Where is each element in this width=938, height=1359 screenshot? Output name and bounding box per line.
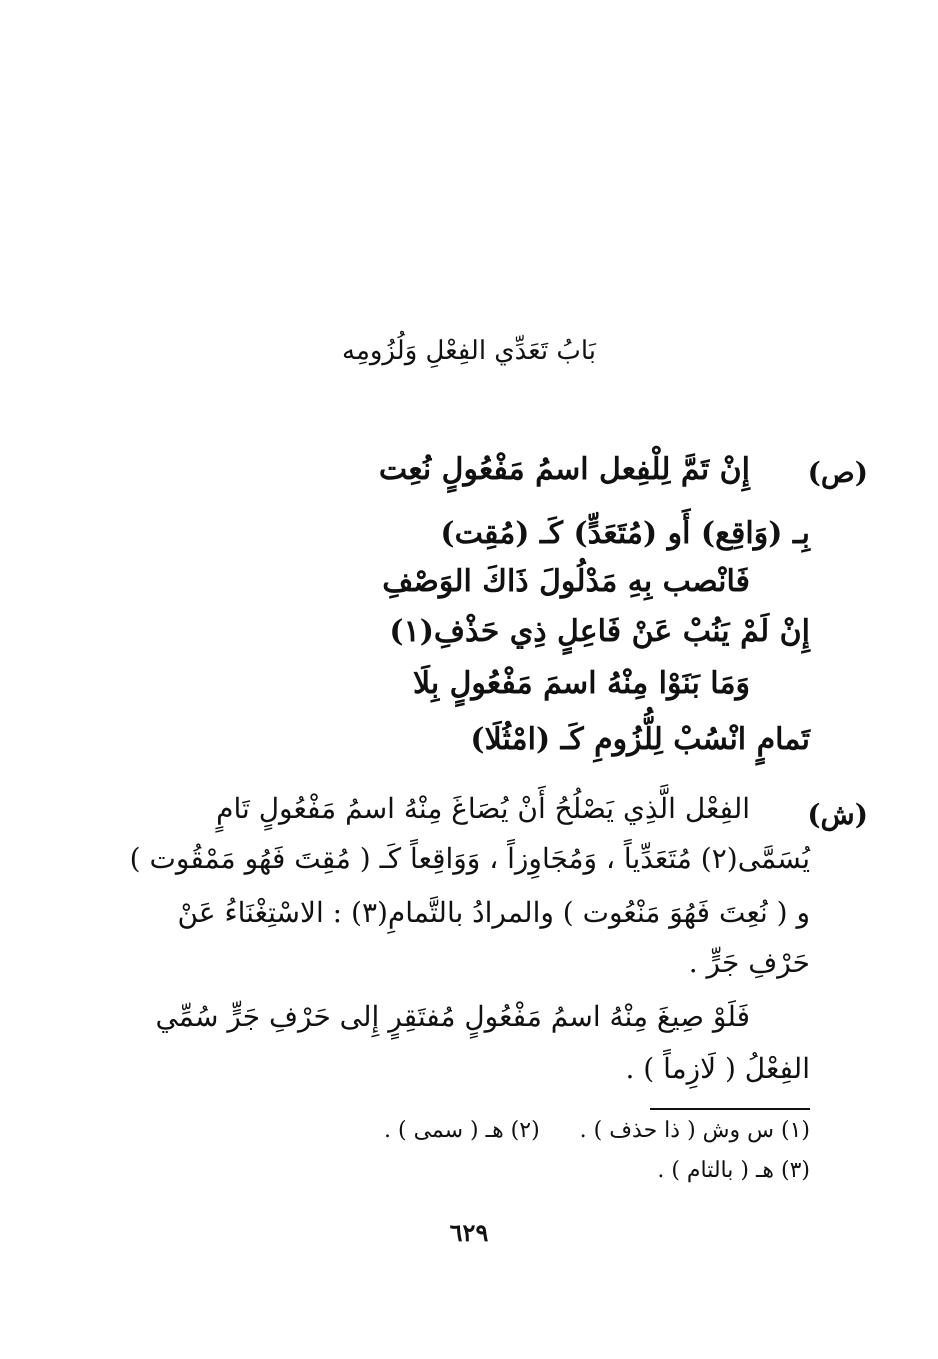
commentary-line-1: الفِعْل الَّذِي يَصْلُحُ أَنْ يُصَاغَ مِنْهُ اسمُ مَفْعُولٍ تَامٍ xyxy=(216,792,750,825)
text-marker: (ص) xyxy=(807,456,868,489)
commentary-line-4: حَرْفِ جَرٍّ . xyxy=(688,946,810,979)
chapter-title-text: بَابُ تَعَدِّي الفِعْلِ وَلُزُومِه xyxy=(342,336,596,366)
verse-line-3: فَانْصب بِهِ مَدْلُولَ ذَاكَ الوَصْفِ xyxy=(382,564,750,599)
footnote-1: (١) س وش ( ذا حذف ) . xyxy=(579,1118,810,1143)
commentary-line-2: يُسَمَّى(٢) مُتَعَدِّياً ، وَمُجَاوِزاً ، وَوَاقِعاً كَـ ( مُقِتَ فَهُو مَمْقُوت ) xyxy=(129,842,810,875)
commentary-line-6: الفِعْلُ ( لَازِماً ) . xyxy=(625,1052,810,1085)
chapter-title xyxy=(0,336,938,366)
commentary-line-5: فَلَوْ صِيغَ مِنْهُ اسمُ مَفْعُولٍ مُفتَقِرٍ إِلى حَرْفِ جَرٍّ سُمِّي xyxy=(155,1000,750,1033)
commentary-marker: (ش) xyxy=(807,798,868,831)
footnote-2: (٢) هـ ( سمى ) . xyxy=(384,1118,540,1143)
footnote-line-2 xyxy=(657,1158,810,1183)
verse-line-6: تَمامٍ انْسُبْ لِلُّزُومِ كَـ (امْثُلَا) xyxy=(470,722,810,757)
verse-line-5: وَمَا بَنَوْا مِنْهُ اسمَ مَفْعُولٍ بِلَا xyxy=(412,666,750,701)
verse-line-4: إِنْ لَمْ يَنُبْ عَنْ فَاعِلٍ ذِي حَذْفِ(١) xyxy=(389,614,810,649)
verse-line-2: بِـ (وَاقِع) أَو (مُتَعَدٍّ) كَـ (مُقِت) xyxy=(440,516,810,551)
footnote-rule xyxy=(650,1108,810,1110)
page-number: ٦٢٩ xyxy=(449,1218,489,1247)
commentary-line-3: و ( نُعِتَ فَهُوَ مَنْعُوت ) والمرادُ بالتَّمامِ(٣) : الاسْتِغْنَاءُ عَنْ xyxy=(177,896,810,929)
verse-line-1: إِنْ تَمَّ لِلْفِعل اسمُ مَفْعُولٍ نُعِت xyxy=(378,452,750,487)
footnote-line-1 xyxy=(384,1118,810,1143)
footnote-3: (٣) هـ ( بالتام ) . xyxy=(657,1158,810,1183)
